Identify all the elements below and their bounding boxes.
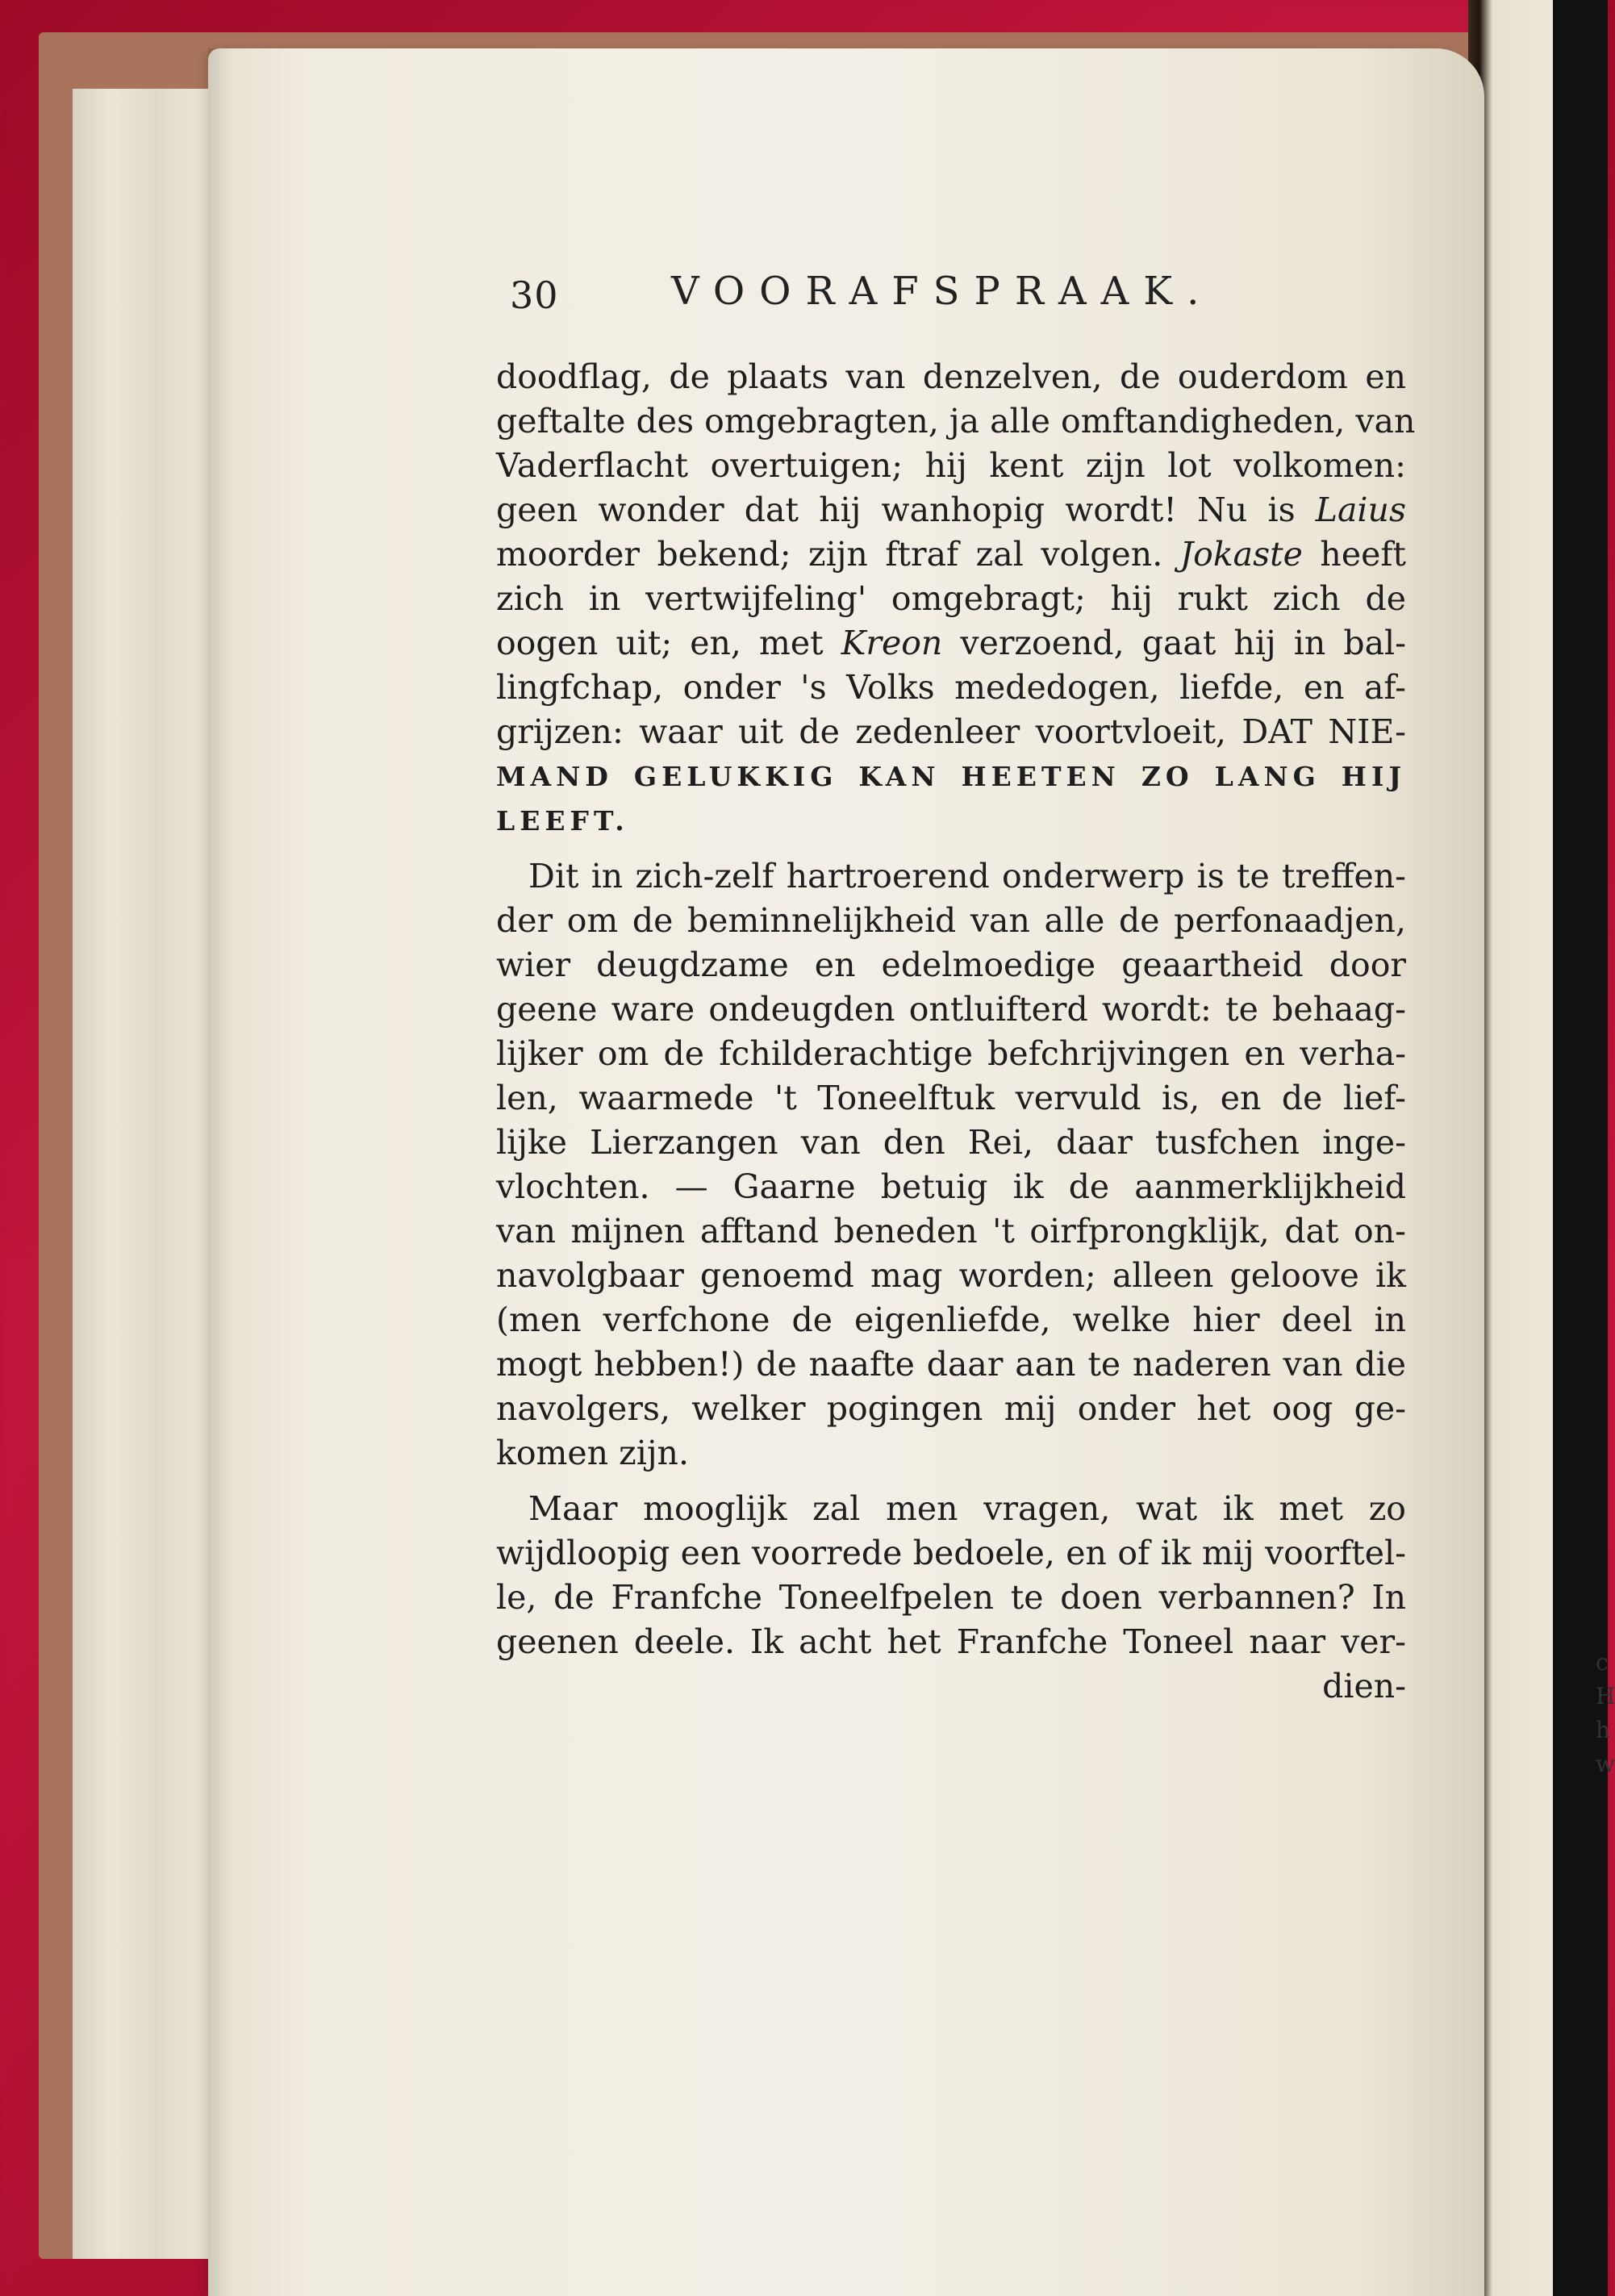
- text-line: geenen deele. Ik acht het Franfche Toneel naar ver-: [496, 1622, 1406, 1661]
- body-text: [496, 355, 1416, 1709]
- text-line: le, de Franfche Toneelfpelen te doen verbannen? In: [496, 1578, 1406, 1617]
- text-line-with-italic: oogen uit; en, met Kreon verzoend, gaat hij in bal-: [496, 624, 1406, 662]
- text-line: Maar mooglijk zal men vragen, wat ik met zo: [528, 1489, 1406, 1528]
- text-line: geene ware ondeugden ontluifterd wordt: te behaag-: [496, 990, 1406, 1029]
- text-line: doodflag, de plaats van denzelven, de ouderdom en: [496, 357, 1406, 396]
- text-line: navolgbaar genoemd mag worden; alleen geloove ik: [496, 1256, 1406, 1295]
- page-number: 30: [510, 273, 559, 317]
- text-line-with-italic: geen wonder dat hij wanhopig wordt! Nu is Laius: [496, 491, 1406, 529]
- text-line: geftalte des omgebragten, ja alle omftandigheden, van: [496, 402, 1416, 440]
- facing-page-text: c H h w: [1596, 1649, 1615, 1777]
- text-line: der om de beminnelijkheid van alle de perfonaadjen,: [496, 901, 1406, 940]
- text-line: len, waarmede 't Toneelftuk vervuld is, en de lief-: [496, 1079, 1406, 1117]
- catchword: dien-: [1322, 1667, 1406, 1705]
- text-line: wier deugdzame en edelmoedige geaartheid door: [496, 946, 1406, 984]
- italic-name: Kreon: [841, 624, 943, 662]
- text-line: zich in vertwijfeling' omgebragt; hij rukt zich de: [496, 579, 1406, 618]
- text-line-with-italic: moorder bekend; zijn ftraf zal volgen. Jokaste heeft: [496, 535, 1406, 574]
- text-line: lijker om de fchilderachtige befchrijvingen en verha-: [496, 1034, 1406, 1073]
- text-line: navolgers, welker pogingen mij onder het oog ge-: [496, 1389, 1406, 1428]
- italic-name: Laius: [1315, 491, 1406, 529]
- page-header: [510, 262, 1276, 319]
- text-line: mogt hebben!) de naafte daar aan te naderen van die: [496, 1345, 1406, 1384]
- page-gutter-shadow: [208, 48, 232, 2296]
- text-line: komen zijn.: [496, 1434, 689, 1472]
- text-line: (men verfchone de eigenliefde, welke hier deel in: [496, 1300, 1406, 1339]
- text-line-smallcaps: MAND GELUKKIG KAN HEETEN ZO LANG HIJ: [496, 761, 1406, 792]
- running-title: VOORAFSPRAAK.: [671, 269, 1214, 314]
- paragraph-gap: [496, 843, 1406, 854]
- text-line: Dit in zich-zelf hartroerend onderwerp is te treffen-: [528, 857, 1406, 895]
- text-line: vlochten. — Gaarne betuig ik de aanmerklijkheid: [496, 1167, 1406, 1206]
- text-line: van mijnen afftand beneden 't oirfprongklijk, dat on-: [496, 1212, 1406, 1250]
- paragraph-gap: [496, 1476, 1406, 1487]
- text-line: Vaderflacht overtuigen; hij kent zijn lot volkomen:: [496, 446, 1406, 485]
- italic-name: Jokaste: [1179, 535, 1303, 574]
- text-line-smallcaps: LEEFT.: [496, 805, 629, 837]
- text-line: grijzen: waar uit de zedenleer voortvloeit, DAT NIE-: [496, 712, 1406, 751]
- text-line: wijdloopig een voorrede bedoele, en of ik mij voorftel-: [496, 1534, 1406, 1572]
- text-line: lijke Lierzangen van den Rei, daar tusfchen inge-: [496, 1123, 1406, 1162]
- background-shadow: [1553, 0, 1608, 2296]
- text-line: lingfchap, onder 's Volks mededogen, liefde, en af-: [496, 668, 1406, 707]
- page-block-edge: [73, 89, 228, 2259]
